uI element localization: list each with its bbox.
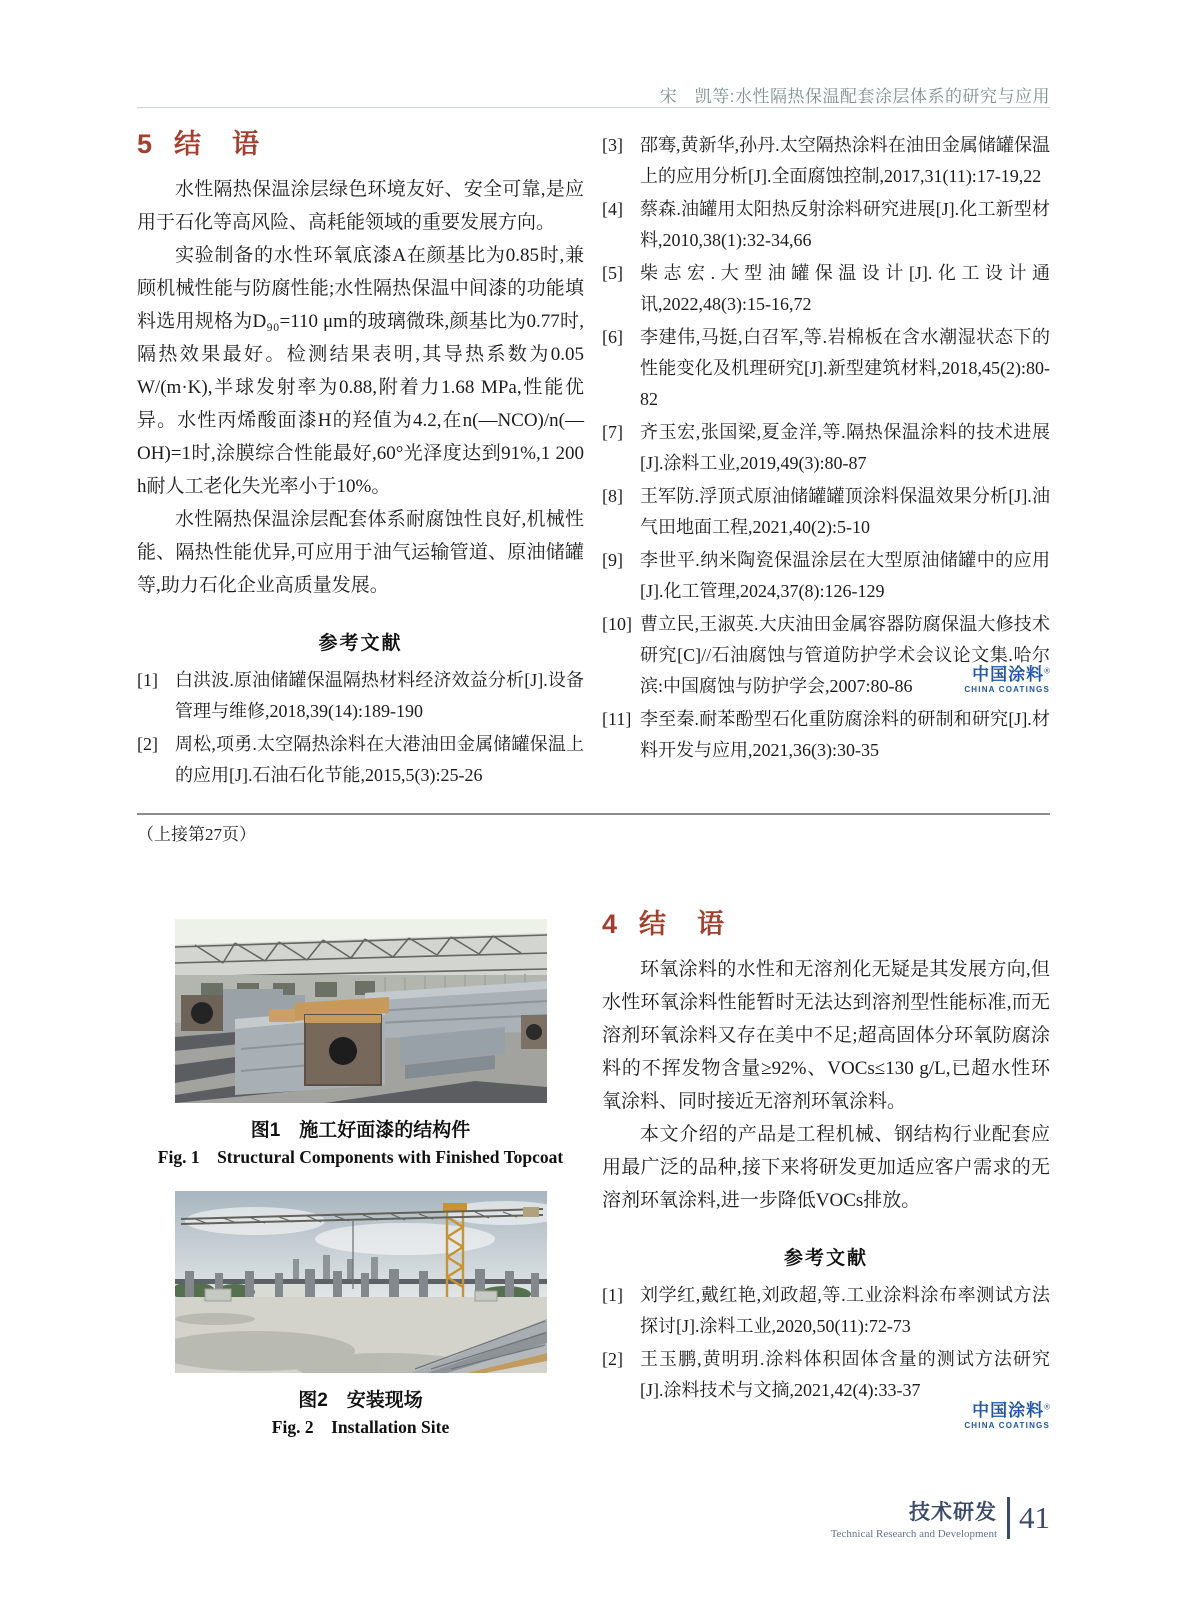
paragraph: 实验制备的水性环氧底漆A在颜基比为0.85时,兼顾机械性能与防腐性能;水性隔热保温中间漆的功能填料选用规格为D₉₀=110 μm的玻璃微珠,颜基比为0.77时,隔热效果最好。检测结果表明,其导热系数为0.05 W/(m·K),半球发射率为0.88,附着力1.68 MPa,性能优异。水性丙烯酸面漆H的羟值为4.2,在n(—NCO)/n(—OH)=1时,涂膜综合性能最好,60°光泽度达到91%,1 200 h耐人工老化失光率小于10%。 (137, 245, 584, 497)
references-heading: 参考文献 (318, 633, 403, 654)
reference-number: [9] (602, 550, 623, 570)
logo-cn-text: 中国涂料 (972, 1401, 1045, 1420)
reference-text: 刘学红,戴红艳,刘政超,等.工业涂料涂布率测试方法探讨[J].涂料工业,2020,50(11):72-73 (640, 1285, 1050, 1336)
china-coatings-logo (964, 1402, 1050, 1430)
running-head: 宋 凯等:水性隔热保温配套涂层体系的研究与应用 (659, 87, 1050, 106)
logo-en-text: CHINA COATINGS (964, 684, 1050, 694)
reference-item (137, 729, 584, 791)
reference-item (602, 417, 1050, 479)
reference-number: [1] (602, 1285, 623, 1305)
reference-text: 白洪波.原油储罐保温隔热材料经济效益分析[J].设备管理与维修,2018,39(14):189-190 (175, 670, 584, 721)
section-title: 结 语 (639, 909, 727, 939)
section-number: 5 (137, 129, 153, 159)
footer-divider-bar (1007, 1497, 1010, 1539)
footer-section-en: Technical Research and Development (830, 1528, 997, 1540)
installation-site-image (175, 1191, 547, 1373)
paragraph: 本文介绍的产品是工程机械、钢结构行业配套应用最广泛的品种,接下来将研发更加适应客户需求的无溶剂环氧涂料,进一步降低VOCs排放。 (602, 1124, 1050, 1211)
paragraph: 水性隔热保温涂层绿色环境友好、安全可靠,是应用于石化等高风险、高耗能领域的重要发展方向。 (137, 179, 584, 233)
reference-item (602, 1344, 1050, 1406)
reference-text: 李至秦.耐苯酚型石化重防腐涂料的研制和研究[J].材料开发与应用,2021,36(3):30-35 (640, 709, 1050, 760)
reference-text: 李建伟,马挺,白召军,等.岩棉板在含水潮湿状态下的性能变化及机理研究[J].新型建筑材料,2018,45(2):80-82 (640, 327, 1050, 409)
figure2-photo (175, 1191, 547, 1373)
reference-number: [4] (602, 199, 623, 219)
reference-item (602, 130, 1050, 192)
paragraph: 水性隔热保温涂层配套体系耐腐蚀性良好,机械性能、隔热性能优异,可应用于油气运输管道、原油储罐等,助力石化企业高质量发展。 (137, 509, 584, 596)
reference-number: [11] (602, 709, 632, 729)
reference-item (602, 545, 1050, 607)
logo-trademark-icon: ® (1044, 666, 1050, 676)
footer-section-cn: 技术研发 (909, 1501, 997, 1524)
reference-text: 李世平.纳米陶瓷保温涂层在大型原油储罐中的应用[J].化工管理,2024,37(8):126-129 (640, 550, 1050, 601)
reference-text: 王军防.浮顶式原油储罐罐顶涂料保温效果分析[J].油气田地面工程,2021,40(2):5-10 (640, 486, 1050, 537)
china-coatings-logo (964, 666, 1050, 694)
page-number: 41 (1019, 1500, 1050, 1535)
page-footer (831, 1496, 1050, 1540)
reference-number: [8] (602, 486, 623, 506)
reference-item (602, 1280, 1050, 1342)
reference-text: 柴志宏.大型油罐保温设计[J].化工设计通讯,2022,48(3):15-16,72 (640, 263, 1050, 314)
continuation-note: （上接第27页） (137, 825, 256, 844)
figure2-caption-cn: 图2 安装现场 (298, 1390, 423, 1411)
reference-number: [3] (602, 135, 623, 155)
reference-text: 齐玉宏,张国梁,夏金洋,等.隔热保温涂料的技术进展[J].涂料工业,2019,49(3):80-87 (640, 422, 1050, 473)
reference-text: 曹立民,王淑英.大庆油田金属容器防腐保温大修技术研究[C]//石油腐蚀与管道防护学术会议论文集.哈尔滨:中国腐蚀与防护学会,2007:80-86 (640, 614, 1050, 696)
footer-section-labels (831, 1496, 997, 1540)
reference-number: [7] (602, 422, 623, 442)
reference-item (602, 258, 1050, 320)
reference-number: [10] (602, 614, 632, 634)
section-title: 结 语 (174, 129, 262, 159)
reference-text: 蔡森.油罐用太阳热反射涂料研究进展[J].化工新型材料,2010,38(1):32-34,66 (640, 199, 1050, 250)
section-heading-4 (602, 902, 1050, 941)
references-heading: 参考文献 (783, 1248, 868, 1269)
reference-item (602, 322, 1050, 415)
figure1-photo (175, 919, 547, 1103)
logo-en-text: CHINA COATINGS (964, 1420, 1050, 1430)
reference-text: 王玉鹏,黄明玥.涂料体积固体含量的测试方法研究[J].涂料技术与文摘,2021,42(4):33-37 (640, 1349, 1050, 1400)
factory-interior-image (175, 919, 547, 1103)
logo-cn-text: 中国涂料 (972, 665, 1045, 684)
figure1-caption-en: Fig. 1 Structural Components with Finished Topcoat (157, 1147, 564, 1167)
section-heading-5 (137, 122, 584, 161)
reference-text: 周松,项勇.太空隔热涂料在大港油田金属储罐保温上的应用[J].石油石化节能,2015,5(3):25-26 (175, 734, 584, 785)
reference-item (602, 704, 1050, 766)
reference-number: [2] (137, 734, 158, 754)
reference-item (602, 481, 1050, 543)
reference-number: [6] (602, 327, 623, 347)
section-divider (137, 813, 1050, 815)
reference-number: [5] (602, 263, 623, 283)
paragraph: 环氧涂料的水性和无溶剂化无疑是其发展方向,但水性环氧涂料性能暂时无法达到溶剂型性能标准,而无溶剂环氧涂料又存在美中不足;超高固体分环氧防腐涂料的不挥发物含量≥92%、VOCs≤130 g/L,已超水性环氧涂料、同时接近无溶剂环氧涂料。 (602, 959, 1050, 1112)
column-right-bottom (602, 898, 1050, 1408)
figure2-caption-en: Fig. 2 Installation Site (271, 1417, 450, 1437)
column-left-top (137, 118, 584, 793)
section-number: 4 (602, 909, 618, 939)
logo-trademark-icon: ® (1044, 1402, 1050, 1412)
reference-number: [1] (137, 670, 158, 690)
reference-text: 邵骞,黄新华,孙丹.太空隔热涂料在油田金属储罐保温上的应用分析[J].全面腐蚀控制,2017,31(11):17-19,22 (640, 135, 1050, 186)
figure1-caption-cn: 图1 施工好面漆的结构件 (250, 1120, 471, 1141)
reference-item (602, 194, 1050, 256)
reference-item (137, 665, 584, 727)
header-rule (137, 107, 1050, 108)
column-left-bottom (137, 893, 584, 1439)
reference-number: [2] (602, 1349, 623, 1369)
